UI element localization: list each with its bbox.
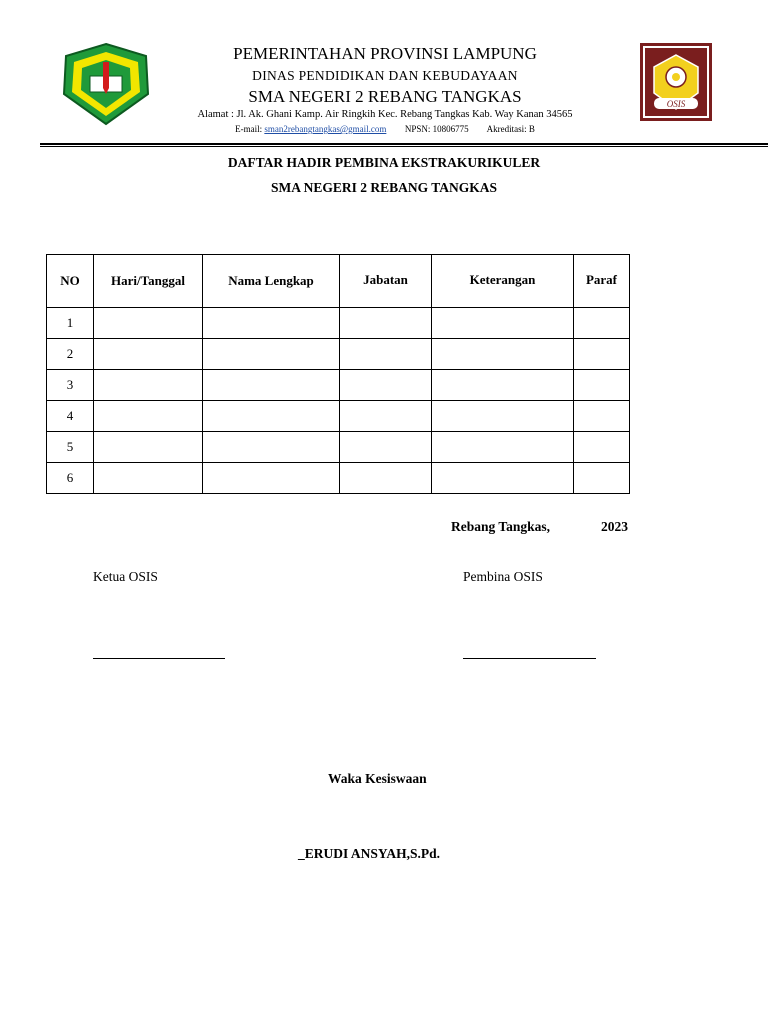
letterhead-department: DINAS PENDIDIKAN DAN KEBUDAYAAN: [252, 68, 518, 83]
header-signature: Paraf: [574, 255, 630, 308]
table-header-row: [47, 255, 630, 308]
position-cell[interactable]: [340, 370, 432, 401]
pembina-osis-label: Pembina OSIS: [463, 569, 543, 584]
ketua-osis-label: Ketua OSIS: [93, 569, 158, 584]
table-row: [47, 401, 630, 432]
header-date: Hari/Tanggal: [94, 255, 203, 308]
letterhead-government: PEMERINTAHAN PROVINSI LAMPUNG: [233, 44, 537, 63]
document-subtitle: SMA NEGERI 2 REBANG TANGKAS: [270, 180, 498, 195]
date-cell[interactable]: [94, 401, 203, 432]
row-number: 5: [47, 432, 94, 463]
header-no: NO: [47, 255, 94, 308]
date-cell[interactable]: [94, 463, 203, 494]
position-cell[interactable]: [340, 432, 432, 463]
header-position: Jabatan: [340, 255, 432, 308]
signature-cell[interactable]: [574, 339, 630, 370]
signature-cell[interactable]: [574, 370, 630, 401]
table-row: [47, 463, 630, 494]
header-name: Nama Lengkap: [203, 255, 340, 308]
name-cell[interactable]: [203, 308, 340, 339]
letterhead-school-name: SMA NEGERI 2 REBANG TANGKAS: [248, 87, 522, 106]
school-logo: [60, 42, 152, 126]
svg-text:OSIS: OSIS: [666, 99, 686, 109]
signature-cell[interactable]: [574, 432, 630, 463]
attendance-table: [46, 254, 630, 494]
name-cell[interactable]: [203, 401, 340, 432]
waka-kesiswaan-name: _ERUDI ANSYAH,S.Pd.: [298, 846, 441, 861]
date-cell[interactable]: [94, 308, 203, 339]
table-row: [47, 370, 630, 401]
signing-place: Rebang Tangkas,: [451, 519, 551, 534]
position-cell[interactable]: [340, 308, 432, 339]
date-cell[interactable]: [94, 432, 203, 463]
date-cell[interactable]: [94, 370, 203, 401]
row-number: 6: [47, 463, 94, 494]
date-cell[interactable]: [94, 339, 203, 370]
header-notes: Keterangan: [432, 255, 574, 308]
akreditasi: Akreditasi: B: [486, 124, 535, 134]
notes-cell[interactable]: [432, 463, 574, 494]
signature-cell[interactable]: [574, 401, 630, 432]
signing-year: 2023: [601, 519, 628, 534]
row-number: 1: [47, 308, 94, 339]
row-number: 3: [47, 370, 94, 401]
notes-cell[interactable]: [432, 401, 574, 432]
table-row: [47, 432, 630, 463]
name-cell[interactable]: [203, 463, 340, 494]
ketua-signature-line: [93, 658, 225, 659]
letterhead-divider: [40, 143, 768, 145]
position-cell[interactable]: [340, 463, 432, 494]
document-title: DAFTAR HADIR PEMBINA EKSTRAKURIKULER: [227, 155, 541, 170]
letterhead-divider-thin: [40, 146, 768, 147]
table-row: [47, 308, 630, 339]
name-cell[interactable]: [203, 432, 340, 463]
email-link[interactable]: sman2rebangtangkas@gmail.com: [264, 124, 387, 134]
notes-cell[interactable]: [432, 370, 574, 401]
table-row: [47, 339, 630, 370]
notes-cell[interactable]: [432, 432, 574, 463]
position-cell[interactable]: [340, 401, 432, 432]
notes-cell[interactable]: [432, 339, 574, 370]
row-number: 2: [47, 339, 94, 370]
signature-cell[interactable]: [574, 463, 630, 494]
row-number: 4: [47, 401, 94, 432]
position-cell[interactable]: [340, 339, 432, 370]
name-cell[interactable]: [203, 339, 340, 370]
name-cell[interactable]: [203, 370, 340, 401]
waka-kesiswaan-label: Waka Kesiswaan: [328, 771, 427, 786]
pembina-signature-line: [463, 658, 596, 659]
signature-cell[interactable]: [574, 308, 630, 339]
letterhead-contact: [150, 124, 620, 134]
email-label: E-mail:: [235, 124, 263, 134]
osis-logo: [640, 43, 712, 121]
letterhead-address: Alamat : Jl. Ak. Ghani Kamp. Air Ringkih Kec. Rebang Tangkas Kab. Way Kanan 34565: [197, 109, 573, 120]
notes-cell[interactable]: [432, 308, 574, 339]
npsn: NPSN: 10806775: [404, 124, 469, 134]
